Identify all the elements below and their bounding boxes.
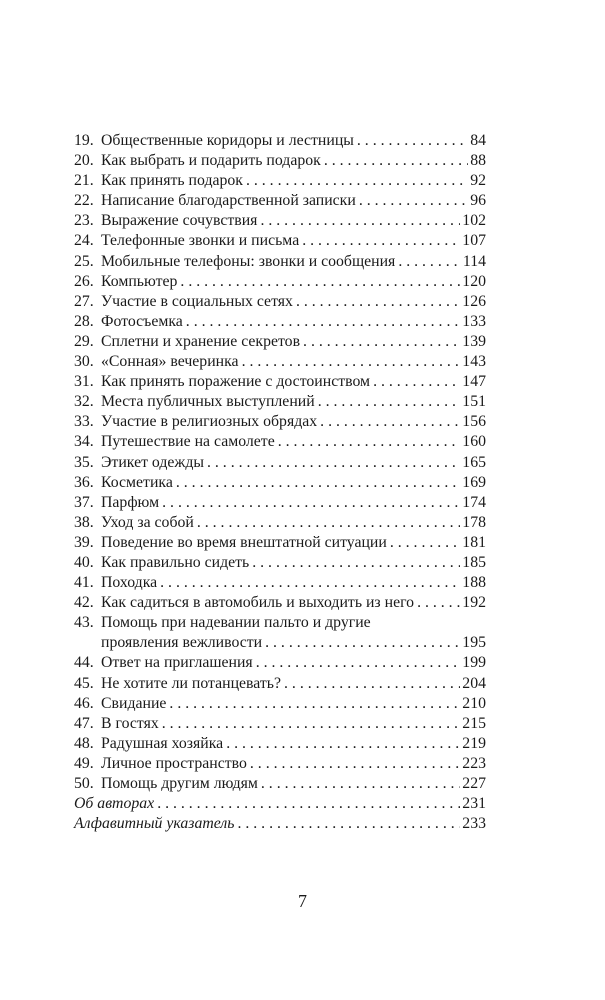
toc-entry-page: 219 bbox=[462, 734, 486, 752]
toc-entry-title: Радушная хозяйка bbox=[101, 734, 224, 752]
toc-entry-number: 35. bbox=[74, 453, 94, 471]
dot-leader bbox=[197, 513, 460, 533]
toc-entry-title: Мобильные телефоны: звонки и сообщения bbox=[101, 252, 396, 270]
toc-entry bbox=[74, 694, 486, 714]
dot-leader bbox=[256, 653, 461, 673]
dot-leader bbox=[162, 493, 460, 513]
toc-entry bbox=[74, 674, 486, 694]
dot-leader bbox=[373, 372, 460, 392]
toc-entry-page: 210 bbox=[462, 694, 486, 712]
dot-leader bbox=[284, 674, 460, 694]
toc-entry-number: 45. bbox=[74, 674, 94, 692]
dot-leader bbox=[260, 211, 460, 231]
toc-entry-title: Парфюм bbox=[101, 493, 160, 511]
toc-entry bbox=[74, 151, 486, 171]
toc-entry-title: Этикет одежды bbox=[101, 453, 204, 471]
toc-entry-number: 40. bbox=[74, 553, 94, 571]
toc-entry bbox=[74, 493, 486, 513]
toc-entry bbox=[74, 272, 486, 292]
toc-entry-page: 181 bbox=[462, 533, 486, 551]
toc-entry-title: Участие в религиозных обрядах bbox=[101, 413, 318, 431]
page-number: 7 bbox=[298, 891, 307, 911]
toc-entry bbox=[74, 191, 486, 211]
toc-entry-page: 223 bbox=[462, 754, 486, 772]
toc-entry bbox=[74, 714, 486, 734]
toc-entry-title: Телефонные звонки и письма bbox=[101, 232, 300, 250]
toc-entry-page: 227 bbox=[462, 775, 486, 792]
toc-entry-title: Личное пространство bbox=[101, 754, 247, 772]
toc-entry-page: 192 bbox=[462, 594, 486, 612]
toc-entry-page: 96 bbox=[470, 192, 486, 210]
toc-entry-title: Косметика bbox=[101, 473, 173, 491]
toc-entry-page: 204 bbox=[462, 674, 486, 692]
toc-entry-number: 23. bbox=[74, 212, 94, 230]
toc-entry-page: 231 bbox=[462, 795, 486, 813]
toc-entry-number: 22. bbox=[74, 192, 94, 210]
toc-entry-continuation bbox=[74, 633, 486, 653]
toc-entry bbox=[74, 392, 486, 412]
toc-entry-title: Общественные коридоры и лестницы bbox=[101, 132, 354, 149]
toc-entry-page: 143 bbox=[462, 353, 486, 371]
toc-back-matter-entry bbox=[74, 814, 486, 834]
toc-entry-page: 233 bbox=[462, 815, 486, 833]
toc-entry bbox=[74, 171, 486, 191]
toc-entry-number: 42. bbox=[74, 594, 94, 612]
toc-entry-title: «Сонная» вечеринка bbox=[101, 353, 239, 371]
dot-leader bbox=[176, 473, 460, 493]
toc-entry-number: 38. bbox=[74, 513, 94, 531]
toc-entry-number: 48. bbox=[74, 734, 94, 752]
toc-entry-page: 195 bbox=[462, 634, 486, 652]
toc-entry-number: 20. bbox=[74, 152, 94, 170]
toc-entry bbox=[74, 774, 486, 794]
toc-entry-title: Ответ на приглашения bbox=[101, 654, 253, 672]
toc-entry-number: 50. bbox=[74, 775, 94, 792]
toc-entry bbox=[74, 734, 486, 754]
dot-leader bbox=[226, 734, 460, 754]
toc-entry-page: 114 bbox=[462, 252, 486, 270]
toc-entry-title: Походка bbox=[101, 574, 158, 592]
dot-leader bbox=[180, 272, 460, 292]
toc-entry-number: 29. bbox=[74, 332, 94, 350]
toc-entry-page: 165 bbox=[462, 453, 486, 471]
toc-entry-title: Как правильно сидеть bbox=[101, 553, 250, 571]
toc-entry-title: Уход за собой bbox=[101, 513, 194, 531]
toc-entry bbox=[74, 613, 486, 633]
toc-entry-title: Выражение сочувствия bbox=[101, 212, 258, 230]
toc-entry bbox=[74, 573, 486, 593]
toc-entry-title-continuation: проявления вежливости bbox=[101, 634, 263, 652]
dot-leader bbox=[169, 694, 460, 714]
dot-leader bbox=[390, 533, 460, 553]
table-of-contents bbox=[74, 131, 486, 834]
toc-entry bbox=[74, 332, 486, 352]
toc-entry-title: Путешествие на самолете bbox=[101, 433, 275, 451]
dot-leader bbox=[246, 171, 468, 191]
toc-entry-number: 39. bbox=[74, 533, 94, 551]
toc-entry-title: Написание благодарственной записки bbox=[101, 192, 356, 210]
dot-leader bbox=[278, 432, 461, 452]
toc-entry-number: 49. bbox=[74, 754, 94, 772]
toc-entry bbox=[74, 231, 486, 251]
toc-entry-number: 37. bbox=[74, 493, 94, 511]
toc-entry bbox=[74, 754, 486, 774]
toc-entry bbox=[74, 312, 486, 332]
toc-entry-number: 33. bbox=[74, 413, 94, 431]
dot-leader bbox=[162, 714, 461, 734]
toc-entry bbox=[74, 453, 486, 473]
toc-entry-number: 47. bbox=[74, 714, 94, 732]
dot-leader bbox=[207, 453, 460, 473]
toc-entry bbox=[74, 352, 486, 372]
toc-entry-page: 120 bbox=[462, 272, 486, 290]
toc-entry-page: 199 bbox=[462, 654, 486, 672]
dot-leader bbox=[318, 392, 461, 412]
dot-leader bbox=[320, 412, 460, 432]
toc-entry-title: Как садиться в автомобиль и выходить из него bbox=[101, 594, 415, 612]
toc-entry bbox=[74, 473, 486, 493]
toc-entry-title: Как выбрать и подарить подарок bbox=[101, 152, 321, 170]
toc-entry bbox=[74, 593, 486, 613]
toc-entry-title: Компьютер bbox=[101, 272, 178, 290]
toc-entry-number: 43. bbox=[74, 614, 94, 632]
toc-entry bbox=[74, 432, 486, 452]
dot-leader bbox=[261, 774, 460, 794]
toc-entry-title: Свидание bbox=[101, 694, 167, 712]
toc-entry-title: Алфавитный указатель bbox=[74, 815, 235, 833]
toc-entry-page: 139 bbox=[462, 332, 486, 350]
toc-entry bbox=[74, 553, 486, 573]
toc-entry-page: 151 bbox=[462, 393, 486, 411]
toc-entry-number: 34. bbox=[74, 433, 94, 451]
dot-leader bbox=[250, 754, 460, 774]
toc-entry-number: 30. bbox=[74, 353, 94, 371]
toc-entry-number: 41. bbox=[74, 574, 94, 592]
toc-entry-page: 215 bbox=[462, 714, 486, 732]
dot-leader bbox=[324, 151, 468, 171]
toc-entry-page: 126 bbox=[462, 292, 486, 310]
dot-leader bbox=[296, 292, 460, 312]
toc-entry-page: 133 bbox=[462, 312, 486, 330]
toc-entry-title: Об авторах bbox=[74, 795, 155, 813]
toc-entry-title: В гостях bbox=[101, 714, 159, 732]
toc-entry-title: Не хотите ли потанцевать? bbox=[101, 674, 282, 692]
toc-entry-page: 178 bbox=[462, 513, 486, 531]
dot-leader bbox=[186, 312, 461, 332]
dot-leader bbox=[303, 332, 460, 352]
toc-entry-page: 185 bbox=[462, 553, 486, 571]
toc-back-matter-entry bbox=[74, 794, 486, 814]
toc-entry-page: 88 bbox=[470, 152, 486, 170]
toc-entry-page: 84 bbox=[470, 132, 486, 149]
dot-leader bbox=[398, 252, 461, 272]
toc-entry bbox=[74, 211, 486, 231]
toc-entry-number: 44. bbox=[74, 654, 94, 672]
toc-entry bbox=[74, 653, 486, 673]
dot-leader bbox=[357, 131, 468, 151]
toc-entry-page: 169 bbox=[462, 473, 486, 491]
toc-entry-title: Участие в социальных сетях bbox=[101, 292, 293, 310]
toc-entry-title: Места публичных выступлений bbox=[101, 393, 315, 411]
dot-leader bbox=[237, 814, 460, 834]
dot-leader bbox=[302, 231, 460, 251]
toc-entry bbox=[74, 513, 486, 533]
toc-entry bbox=[74, 412, 486, 432]
toc-entry-page: 147 bbox=[462, 373, 486, 391]
toc-entry bbox=[74, 252, 486, 272]
toc-entry bbox=[74, 131, 486, 151]
toc-entry-title: Поведение во время внештатной ситуации bbox=[101, 533, 387, 551]
toc-entry bbox=[74, 372, 486, 392]
toc-entry-title: Фотосъемка bbox=[101, 312, 183, 330]
toc-entry-number: 32. bbox=[74, 393, 94, 411]
toc-entry-page: 102 bbox=[462, 212, 486, 230]
toc-entry-title: Помощь другим людям bbox=[101, 775, 258, 792]
toc-entry-title: Как принять поражение с достоинством bbox=[101, 373, 371, 391]
toc-entry-number: 25. bbox=[74, 252, 94, 270]
dot-leader bbox=[160, 573, 460, 593]
toc-entry-title: Сплетни и хранение секретов bbox=[101, 332, 301, 350]
toc-entry-page: 107 bbox=[462, 232, 486, 250]
dot-leader bbox=[359, 191, 468, 211]
toc-entry-number: 46. bbox=[74, 694, 94, 712]
toc-entry-page: 174 bbox=[462, 493, 486, 511]
toc-entry-number: 24. bbox=[74, 232, 94, 250]
toc-entry bbox=[74, 533, 486, 553]
toc-entry-page: 160 bbox=[462, 433, 486, 451]
dot-leader bbox=[417, 593, 460, 613]
toc-entry-page: 92 bbox=[470, 172, 486, 190]
toc-entry bbox=[74, 292, 486, 312]
toc-entry-number: 21. bbox=[74, 172, 94, 190]
toc-entry-number: 31. bbox=[74, 373, 94, 391]
toc-entry-number: 26. bbox=[74, 272, 94, 290]
toc-entry-number: 27. bbox=[74, 292, 94, 310]
toc-entry-number: 19. bbox=[74, 132, 94, 149]
toc-entry-title: Как принять подарок bbox=[101, 172, 243, 190]
dot-leader bbox=[157, 794, 460, 814]
toc-entry-title: Помощь при надевании пальто и другие bbox=[101, 614, 371, 632]
toc-entry-number: 28. bbox=[74, 312, 94, 330]
dot-leader bbox=[265, 633, 460, 653]
toc-entry-page: 156 bbox=[462, 413, 486, 431]
dot-leader bbox=[242, 352, 461, 372]
dot-leader bbox=[252, 553, 460, 573]
toc-entry-page: 188 bbox=[462, 574, 486, 592]
toc-entry-number: 36. bbox=[74, 473, 94, 491]
